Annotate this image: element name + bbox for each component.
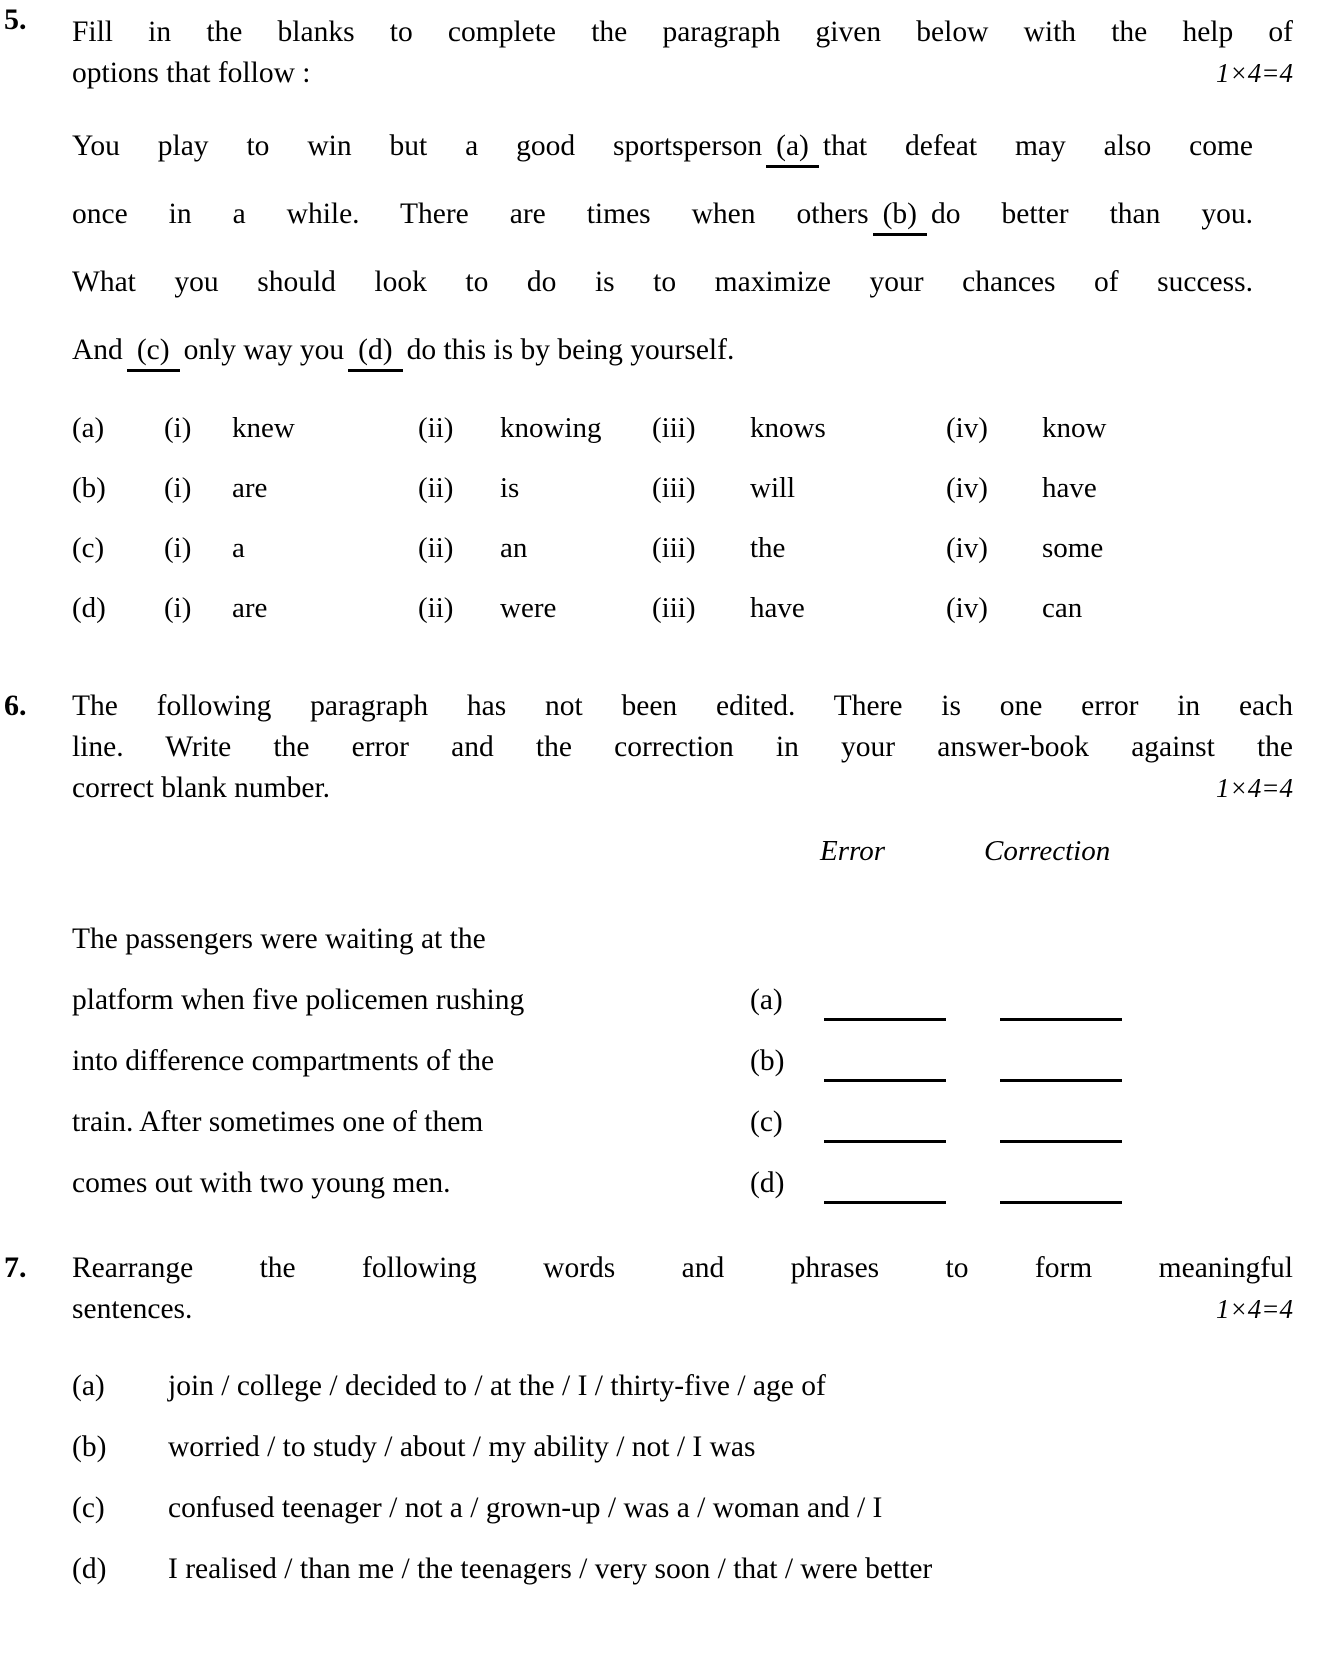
question-7-stem xyxy=(72,1248,1293,1330)
option-row-c-key: (c) xyxy=(72,531,105,564)
blank-b[interactable]: (b) xyxy=(873,197,927,236)
question-7-number: 7. xyxy=(4,1251,27,1284)
option-row-a-word-iii[interactable]: knows xyxy=(750,411,826,444)
correction-blank-a[interactable] xyxy=(1000,1018,1122,1021)
question-5-stem-line-2 xyxy=(72,53,1293,94)
option-row-b-word-i[interactable]: are xyxy=(232,471,268,504)
spacer xyxy=(0,1214,1323,1248)
option-row-b-word-iii[interactable]: will xyxy=(750,471,796,504)
option-row-c-roman-i: (i) xyxy=(164,531,192,564)
item-text-c[interactable]: confused teenager / not a / grown-up / was a / woman and / I xyxy=(168,1492,883,1524)
question-6-number: 6. xyxy=(4,689,27,722)
rearrange-item-a xyxy=(72,1356,1293,1417)
item-key-c: (c) xyxy=(72,1492,105,1524)
row-key-c: (c) xyxy=(750,1106,783,1138)
question-6-stem-line-2: line. Write the error and the correction in your answer-book against the xyxy=(72,731,1293,763)
row-key-a: (a) xyxy=(750,984,783,1016)
rearrange-item-c xyxy=(72,1478,1293,1539)
option-row-c-roman-iv: (iv) xyxy=(946,531,988,564)
item-text-a[interactable]: join / college / decided to / at the / I / thirty-five / age of xyxy=(168,1370,826,1402)
paragraph-sentence: The passengers were waiting at the xyxy=(72,923,486,955)
option-row-a-word-i[interactable]: knew xyxy=(232,411,295,444)
error-correction-rows xyxy=(72,909,1293,1214)
question-5-body xyxy=(72,12,1293,638)
question-5-stem-line-1: Fill in the blanks to complete the paragraph given below with the help of xyxy=(72,16,1293,48)
option-row-d-roman-ii: (ii) xyxy=(418,591,454,624)
option-row-d-key: (d) xyxy=(72,591,106,624)
option-row-d-roman-iii: (iii) xyxy=(652,591,696,624)
question-5-paragraph xyxy=(72,112,1253,384)
question-7-items xyxy=(72,1356,1293,1600)
option-row-a-roman-iv: (iv) xyxy=(946,411,988,444)
error-correction-row xyxy=(72,909,1293,970)
question-5-number: 5. xyxy=(4,3,27,36)
question-6-marks: 1×4=4 xyxy=(1216,773,1293,803)
question-7-body xyxy=(72,1248,1293,1600)
option-row-a-roman-iii: (iii) xyxy=(652,411,696,444)
correction-blank-d[interactable] xyxy=(1000,1201,1122,1204)
paragraph-line-1 xyxy=(72,112,1253,180)
options-row-b xyxy=(72,458,1202,518)
option-row-d-word-i[interactable]: are xyxy=(232,591,268,624)
paragraph-line-2-part-2: do better than you. xyxy=(931,198,1253,230)
question-6-stem xyxy=(72,686,1293,809)
question-7-marks: 1×4=4 xyxy=(1216,1294,1293,1324)
paragraph-sentence: comes out with two young men. xyxy=(72,1167,451,1199)
option-row-c-roman-iii: (iii) xyxy=(652,531,696,564)
option-row-d-word-iii[interactable]: have xyxy=(750,591,805,624)
error-correction-row xyxy=(72,970,1293,1031)
row-key-b: (b) xyxy=(750,1045,785,1077)
paragraph-sentence: platform when five policemen rushing xyxy=(72,984,525,1016)
option-row-a-word-iv[interactable]: know xyxy=(1042,411,1107,444)
error-blank-d[interactable] xyxy=(824,1201,946,1204)
option-row-d-roman-iv: (iv) xyxy=(946,591,988,624)
error-correction-header xyxy=(72,835,1293,887)
question-6-stem-line-3 xyxy=(72,768,1293,809)
item-text-b[interactable]: worried / to study / about / my ability / not / I was xyxy=(168,1431,756,1463)
option-row-a-roman-ii: (ii) xyxy=(418,411,454,444)
blank-a[interactable]: (a) xyxy=(766,129,819,168)
option-row-a-key: (a) xyxy=(72,411,105,444)
option-row-b-word-iv[interactable]: have xyxy=(1042,471,1097,504)
paragraph-line-4-part-2: only way you xyxy=(183,334,345,366)
question-5 xyxy=(0,0,1323,638)
option-row-c-roman-ii: (ii) xyxy=(418,531,454,564)
option-row-c-word-iv[interactable]: some xyxy=(1042,531,1104,564)
option-row-b-roman-iv: (iv) xyxy=(946,471,988,504)
correction-column-header: Correction xyxy=(984,835,1111,867)
paragraph-line-1-part-1: You play to win but a good sportsperson xyxy=(72,130,763,162)
options-row-d xyxy=(72,578,1202,638)
paragraph-sentence: into difference compartments of the xyxy=(72,1045,495,1077)
question-7-stem-line-2 xyxy=(72,1289,1293,1330)
paragraph-line-1-part-2: that defeat may also come xyxy=(822,130,1253,162)
blank-d[interactable]: (d) xyxy=(348,333,402,372)
paragraph-line-3: What you should look to do is to maximize your chances of success. xyxy=(72,266,1253,298)
option-row-b-key: (b) xyxy=(72,471,106,504)
option-row-a-roman-i: (i) xyxy=(164,411,192,444)
error-column-header: Error xyxy=(820,835,885,867)
option-row-b-roman-iii: (iii) xyxy=(652,471,696,504)
error-correction-row xyxy=(72,1153,1293,1214)
question-6-stem-line-1: The following paragraph has not been edited. There is one error in each xyxy=(72,690,1293,722)
blank-c[interactable]: (c) xyxy=(127,333,180,372)
correction-blank-c[interactable] xyxy=(1000,1140,1122,1143)
option-row-a-word-ii[interactable]: knowing xyxy=(500,411,602,444)
question-7-stem-line-2-text: sentences. xyxy=(72,1293,193,1325)
option-row-d-word-iv[interactable]: can xyxy=(1042,591,1083,624)
options-row-c xyxy=(72,518,1202,578)
correction-blank-b[interactable] xyxy=(1000,1079,1122,1082)
error-blank-b[interactable] xyxy=(824,1079,946,1082)
question-5-marks: 1×4=4 xyxy=(1216,58,1293,88)
question-5-stem xyxy=(72,12,1293,94)
option-row-c-word-iii[interactable]: the xyxy=(750,531,786,564)
option-row-d-roman-i: (i) xyxy=(164,591,192,624)
paragraph-line-2 xyxy=(72,180,1253,248)
error-blank-a[interactable] xyxy=(824,1018,946,1021)
item-key-b: (b) xyxy=(72,1431,107,1463)
error-correction-row xyxy=(72,1092,1293,1153)
rearrange-item-d xyxy=(72,1539,1293,1600)
spacer xyxy=(0,638,1323,686)
error-correction-row xyxy=(72,1031,1293,1092)
spacer xyxy=(72,94,1293,112)
paragraph-line-4-part-1: And xyxy=(72,334,123,366)
option-row-b-roman-ii: (ii) xyxy=(418,471,454,504)
question-6-body xyxy=(72,686,1293,1214)
question-7-stem-line-1: Rearrange the following words and phrases to form meaningful xyxy=(72,1252,1293,1284)
paragraph-sentence: train. After sometimes one of them xyxy=(72,1106,484,1138)
option-row-b-roman-i: (i) xyxy=(164,471,192,504)
row-key-d: (d) xyxy=(750,1167,785,1199)
question-6-stem-line-3-text: correct blank number. xyxy=(72,772,331,804)
option-row-c-word-i[interactable]: a xyxy=(232,531,245,564)
paragraph-line-4 xyxy=(72,316,1253,384)
error-blank-c[interactable] xyxy=(824,1140,946,1143)
option-row-c-word-ii[interactable]: an xyxy=(500,531,528,564)
question-5-options-table xyxy=(72,398,1202,638)
paragraph-line-2-part-1: once in a while. There are times when others xyxy=(72,198,869,230)
options-row-a xyxy=(72,398,1202,458)
paragraph-line-4-part-3: do this is by being yourself. xyxy=(406,334,735,366)
item-key-a: (a) xyxy=(72,1370,105,1402)
item-key-d: (d) xyxy=(72,1553,107,1585)
question-5-stem-line-2-text: options that follow : xyxy=(72,57,311,89)
rearrange-item-b xyxy=(72,1417,1293,1478)
option-row-d-word-ii[interactable]: were xyxy=(500,591,557,624)
question-7 xyxy=(0,1248,1323,1600)
option-row-b-word-ii[interactable]: is xyxy=(500,471,520,504)
item-text-d[interactable]: I realised / than me / the teenagers / very soon / that / were better xyxy=(168,1553,933,1585)
question-6 xyxy=(0,686,1323,1214)
